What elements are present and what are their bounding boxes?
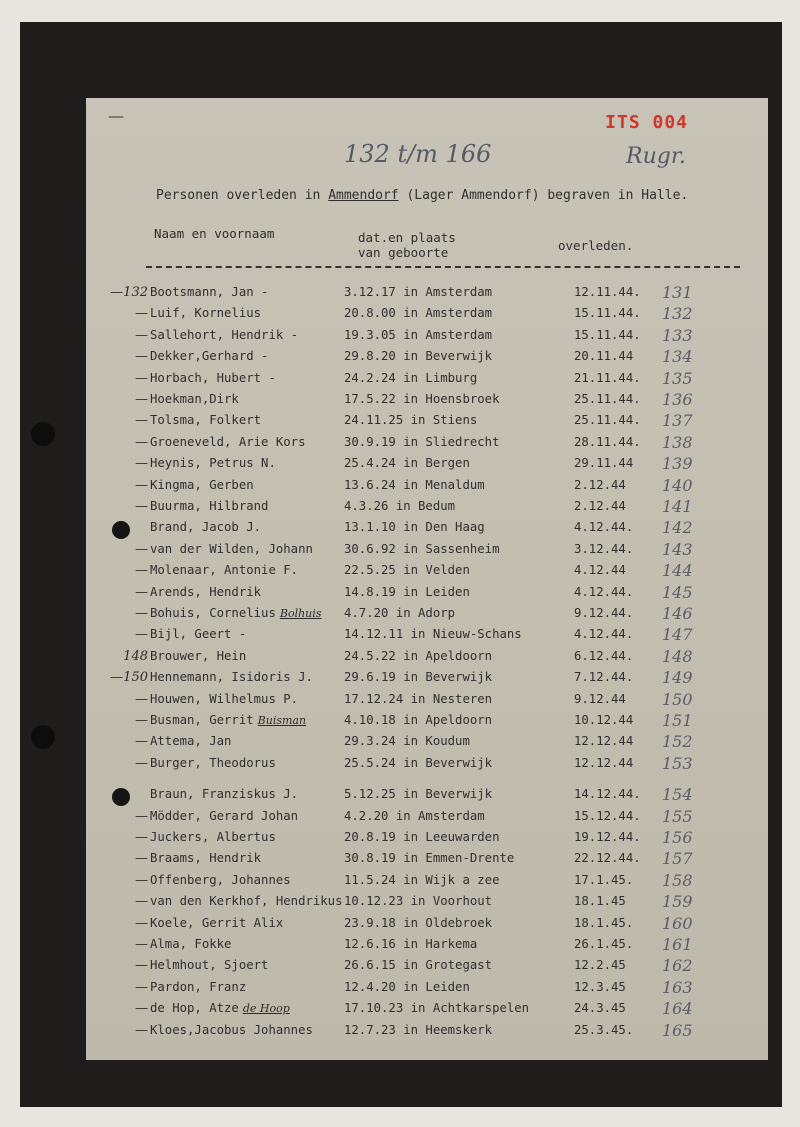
list-item	[86, 389, 768, 410]
person-name-text: Dekker,Gerhard -	[150, 349, 269, 364]
person-name-text: Mödder, Gerard Johan	[150, 808, 299, 823]
person-name-text: Alma, Fokke	[150, 937, 232, 951]
list-item	[86, 689, 768, 710]
row-check-mark: —	[135, 627, 148, 643]
birth-date-place: 25.4.24 in Bergen	[344, 456, 470, 471]
death-date: 18.1.45.	[574, 915, 634, 930]
list-item	[86, 453, 768, 474]
person-name	[150, 809, 298, 823]
person-name	[150, 371, 276, 385]
person-name-text: Helmhout, Sjoert	[150, 958, 269, 973]
row-check-mark: —	[135, 915, 148, 931]
person-name	[150, 787, 298, 801]
list-item	[86, 827, 768, 848]
death-date: 12.3.45	[574, 979, 626, 994]
person-name	[150, 606, 321, 620]
list-item	[86, 624, 768, 645]
row-check-mark	[112, 788, 130, 806]
list-item	[86, 806, 768, 827]
heading-prefix: Personen overleden in	[156, 188, 329, 203]
death-date: 4.12.44.	[574, 520, 634, 535]
death-date: 20.11.44	[574, 349, 634, 364]
person-name	[150, 873, 291, 887]
list-item	[86, 368, 768, 389]
list-item	[86, 432, 768, 453]
column-header-name: Naam en voornaam	[154, 226, 275, 241]
handwritten-number: 150	[662, 689, 693, 709]
person-name-text: Braams, Hendrik	[150, 851, 262, 866]
handwritten-number: 159	[662, 892, 693, 912]
death-date: 12.2.45	[574, 958, 626, 973]
handwritten-range: 132 t/m 166	[344, 140, 492, 168]
list-item	[86, 848, 768, 869]
row-check-mark: —	[135, 584, 148, 600]
person-name-text: Offenberg, Johannes	[150, 872, 291, 887]
person-name-text: Pardon, Franz	[150, 979, 247, 994]
document-sheet	[86, 98, 768, 1060]
handwritten-number: 146	[662, 604, 693, 623]
death-date: 26.1.45.	[574, 937, 634, 951]
person-name	[150, 285, 268, 299]
person-name	[150, 756, 276, 770]
person-name-text: Burger, Theodorus	[150, 755, 276, 770]
person-name	[150, 328, 298, 342]
person-name-text: Hoekman,Dirk	[150, 392, 239, 406]
death-date: 24.3.45	[574, 1001, 626, 1016]
person-name-text: Braun, Franziskus J.	[150, 787, 299, 802]
person-name	[150, 692, 298, 706]
birth-date-place: 30.9.19 in Sliedrecht	[344, 434, 500, 449]
list-item	[86, 1020, 768, 1041]
person-name-text: Heynis, Petrus N.	[150, 456, 276, 471]
photo-frame	[20, 22, 782, 1107]
birth-date-place: 4.10.18 in Apeldoorn	[344, 713, 493, 727]
row-check-mark: —	[135, 894, 148, 910]
list-item	[86, 667, 768, 688]
person-name	[150, 563, 298, 577]
row-check-mark: —	[135, 713, 148, 728]
row-check-mark: —	[135, 456, 148, 472]
person-name	[150, 478, 254, 492]
person-name	[150, 585, 261, 599]
death-date: 15.11.44.	[574, 327, 641, 342]
list-item	[86, 753, 768, 774]
row-check-mark: —	[135, 830, 148, 845]
person-name-text: Luif, Kornelius	[150, 306, 262, 321]
handwritten-number: 164	[662, 999, 693, 1019]
death-date: 25.3.45.	[574, 1022, 634, 1037]
person-name	[150, 1001, 290, 1015]
birth-date-place: 24.2.24 in Limburg	[344, 370, 478, 385]
death-date: 12.12.44	[574, 755, 634, 770]
row-check-mark: —	[135, 563, 148, 579]
handwritten-number: 152	[662, 732, 693, 752]
row-check-mark: —	[135, 937, 148, 952]
birth-date-place: 13.6.24 in Menaldum	[344, 477, 485, 492]
person-name	[150, 851, 261, 865]
person-name-text: Houwen, Wilhelmus P.	[150, 691, 299, 706]
person-name-text: Brouwer, Hein	[150, 648, 247, 663]
handwritten-number: 156	[662, 828, 693, 847]
list-item	[86, 496, 768, 517]
handwritten-number: 138	[662, 432, 693, 452]
birth-date-place: 24.11.25 in Stiens	[344, 413, 478, 428]
list-item	[86, 282, 768, 303]
person-name-text: Kingma, Gerben	[150, 477, 254, 492]
list-item	[86, 646, 768, 667]
person-name	[150, 830, 276, 844]
birth-date-place: 5.12.25 in Beverwijk	[344, 787, 493, 802]
person-name	[150, 520, 261, 534]
death-date: 9.12.44	[574, 691, 626, 706]
person-name-text: Koele, Gerrit Alix	[150, 915, 284, 930]
person-name	[150, 1023, 313, 1037]
person-name	[150, 713, 306, 727]
list-item	[86, 977, 768, 998]
handwritten-number: 147	[662, 625, 693, 645]
row-check-mark: —	[135, 734, 148, 750]
handwritten-number: 165	[662, 1020, 693, 1040]
death-date: 28.11.44.	[574, 434, 641, 449]
person-name-text: Hennemann, Isidoris J.	[150, 670, 313, 685]
handwritten-number: 148	[662, 646, 693, 666]
person-name	[150, 937, 231, 951]
person-name	[150, 456, 276, 470]
handwritten-number: 149	[662, 668, 693, 688]
column-header-birth-line2: van geboorte	[358, 245, 449, 260]
row-check-mark: —	[135, 434, 148, 450]
birth-date-place: 26.6.15 in Grotegast	[344, 958, 493, 973]
list-item	[86, 560, 768, 581]
handwritten-number: 133	[662, 325, 693, 345]
handwritten-correction: de Hoop	[242, 1002, 290, 1016]
person-name-text: Arends, Hendrik	[150, 584, 262, 599]
death-date: 29.11.44	[574, 456, 634, 471]
row-check-mark: —	[135, 979, 148, 995]
person-name	[150, 916, 283, 930]
death-date: 21.11.44.	[574, 370, 641, 385]
handwritten-top-right: Rugr.	[626, 144, 686, 169]
death-date: 18.1.45	[574, 894, 626, 909]
heading-suffix: (Lager Ammendorf) begraven in Halle.	[398, 188, 689, 203]
list-item	[86, 303, 768, 324]
person-name-text: Bootsmann, Jan -	[150, 285, 269, 299]
person-name	[150, 894, 343, 908]
person-name	[150, 627, 246, 641]
list-item	[86, 325, 768, 346]
row-check-mark: —	[135, 499, 148, 514]
birth-date-place: 29.3.24 in Koudum	[344, 734, 470, 749]
handwritten-number: 155	[662, 806, 693, 826]
row-check-mark: 148	[123, 648, 148, 664]
row-check-mark: —	[135, 477, 148, 493]
person-name	[150, 980, 246, 994]
document-heading	[156, 188, 688, 203]
birth-date-place: 10.12.23 in Voorhout	[344, 894, 493, 909]
death-date: 10.12.44	[574, 713, 634, 727]
header-divider	[146, 266, 740, 268]
row-check-mark: —	[135, 392, 148, 407]
death-date: 2.12.44	[574, 499, 626, 513]
handwritten-number: 161	[662, 935, 693, 954]
death-date: 25.11.44.	[574, 392, 641, 406]
birth-date-place: 29.8.20 in Beverwijk	[344, 349, 493, 364]
row-check-mark: —	[135, 606, 148, 621]
column-header-death: overleden.	[558, 238, 634, 253]
list-item	[86, 539, 768, 560]
person-name-text: Kloes,Jacobus Johannes	[150, 1022, 313, 1037]
person-name-text: van der Wilden, Johann	[150, 541, 313, 556]
row-check-mark: —	[135, 370, 148, 386]
handwritten-number: 145	[662, 582, 693, 602]
person-name-text: Brand, Jacob J.	[150, 520, 262, 535]
death-date: 15.11.44.	[574, 306, 641, 321]
birth-date-place: 12.4.20 in Leiden	[344, 979, 470, 994]
list-item	[86, 998, 768, 1019]
row-check-mark: —	[135, 327, 148, 343]
list-item	[86, 934, 768, 955]
death-date: 4.12.44	[574, 563, 626, 578]
death-date: 4.12.44.	[574, 627, 634, 642]
row-check-mark: —	[135, 1001, 148, 1017]
person-name	[150, 542, 313, 556]
row-check-mark: —	[135, 872, 148, 888]
person-name-text: Sallehort, Hendrik -	[150, 327, 299, 342]
row-check-mark: —	[135, 851, 148, 867]
person-name-text: de Hop, Atze	[150, 1001, 239, 1016]
handwritten-number: 160	[662, 913, 693, 933]
handwritten-number: 163	[662, 977, 693, 997]
row-check-mark: —	[135, 1022, 148, 1038]
handwritten-number: 154	[662, 785, 693, 805]
handwritten-number: 162	[662, 956, 693, 976]
person-name	[150, 349, 268, 363]
birth-date-place: 17.5.22 in Hoensbroek	[344, 392, 500, 406]
birth-date-place: 24.5.22 in Apeldoorn	[344, 648, 493, 663]
handwritten-correction: Bolhuis	[279, 607, 322, 620]
binder-hole-top	[31, 422, 55, 446]
person-name	[150, 413, 261, 427]
person-name-text: Tolsma, Folkert	[150, 413, 262, 428]
death-date: 6.12.44.	[574, 648, 634, 663]
birth-date-place: 17.10.23 in Achtkarspelen	[344, 1001, 530, 1016]
person-name-text: Buurma, Hilbrand	[150, 499, 269, 513]
death-date: 4.12.44.	[574, 584, 634, 599]
person-name	[150, 435, 305, 449]
birth-date-place: 25.5.24 in Beverwijk	[344, 755, 493, 770]
row-check-mark: —150	[110, 670, 148, 686]
handwritten-number: 142	[662, 518, 693, 538]
list-item	[86, 891, 768, 912]
handwritten-number: 153	[662, 753, 693, 773]
person-name-text: Groeneveld, Arie Kors	[150, 434, 306, 449]
death-date: 2.12.44	[574, 477, 626, 492]
handwritten-number: 144	[662, 561, 693, 581]
row-check-mark: —	[135, 349, 148, 365]
list-item	[86, 913, 768, 934]
birth-date-place: 30.6.92 in Sassenheim	[344, 541, 500, 556]
heading-place: Ammendorf	[328, 188, 399, 203]
list-item	[86, 475, 768, 496]
birth-date-place: 23.9.18 in Oldebroek	[344, 915, 493, 930]
row-check-mark: —	[135, 808, 148, 824]
list-item	[86, 731, 768, 752]
list-item	[86, 582, 768, 603]
row-check-mark: —	[135, 306, 148, 322]
list-item	[86, 517, 768, 538]
row-check-mark: —	[135, 958, 148, 974]
birth-date-place: 13.1.10 in Den Haag	[344, 520, 485, 535]
column-header-birth	[358, 230, 456, 260]
handwritten-number: 143	[662, 539, 693, 559]
birth-date-place: 12.6.16 in Harkema	[344, 937, 478, 951]
person-name	[150, 306, 261, 320]
birth-date-place: 11.5.24 in Wijk a zee	[344, 872, 500, 887]
row-check-mark: —	[135, 541, 148, 557]
person-name	[150, 734, 231, 748]
binder-hole-bottom	[31, 725, 55, 749]
list-item	[86, 346, 768, 367]
handwritten-number: 136	[662, 390, 693, 409]
person-name-text: Molenaar, Antonie F.	[150, 563, 299, 578]
birth-date-place: 4.7.20 in Adorp	[344, 606, 456, 620]
row-check-mark: —	[135, 413, 148, 429]
handwritten-number: 139	[662, 454, 693, 474]
list-item	[86, 410, 768, 431]
death-date: 17.1.45.	[574, 872, 634, 887]
person-name	[150, 392, 239, 406]
list-item	[86, 870, 768, 891]
birth-date-place: 14.8.19 in Leiden	[344, 584, 470, 599]
death-date: 7.12.44.	[574, 670, 634, 685]
person-name-text: van den Kerkhof, Hendrikus	[150, 894, 343, 909]
death-date: 14.12.44.	[574, 787, 641, 802]
handwritten-correction: Buisman	[257, 714, 307, 727]
death-date: 25.11.44.	[574, 413, 641, 428]
handwritten-number: 141	[662, 497, 693, 516]
handwritten-number: 151	[662, 711, 693, 730]
row-check-mark: —	[135, 755, 148, 771]
person-name-text: Bijl, Geert -	[150, 627, 247, 642]
handwritten-number: 135	[662, 368, 693, 388]
birth-date-place: 22.5.25 in Velden	[344, 563, 470, 578]
birth-date-place: 29.6.19 in Beverwijk	[344, 670, 493, 685]
row-check-mark	[112, 521, 130, 539]
person-name-text: Horbach, Hubert -	[150, 370, 276, 385]
birth-date-place: 4.3.26 in Bedum	[344, 499, 456, 513]
handwritten-number: 132	[662, 304, 693, 324]
handwritten-number: 134	[662, 347, 693, 367]
handwritten-number: 140	[662, 475, 693, 495]
birth-date-place: 3.12.17 in Amsterdam	[344, 285, 493, 299]
list-item	[86, 955, 768, 976]
birth-date-place: 14.12.11 in Nieuw-Schans	[344, 627, 522, 642]
its-stamp: ITS 004	[605, 112, 688, 133]
death-date: 15.12.44.	[574, 808, 641, 823]
death-date: 12.11.44.	[574, 285, 641, 299]
person-name	[150, 958, 268, 972]
death-date: 22.12.44.	[574, 851, 641, 866]
birth-date-place: 17.12.24 in Nesteren	[344, 691, 493, 706]
person-name-text: Bohuis, Cornelius	[150, 606, 276, 620]
handwritten-number: 137	[662, 411, 693, 431]
person-name	[150, 670, 313, 684]
birth-date-place: 4.2.20 in Amsterdam	[344, 808, 485, 823]
row-check-mark: —	[135, 691, 148, 707]
death-date: 19.12.44.	[574, 830, 641, 844]
list-item	[86, 784, 768, 805]
list-item	[86, 603, 768, 624]
death-date: 12.12.44	[574, 734, 634, 749]
row-check-mark: —132	[110, 285, 148, 300]
person-name-text: Juckers, Albertus	[150, 830, 276, 844]
list-item	[86, 710, 768, 731]
handwritten-top-left-dash: —	[108, 106, 124, 125]
handwritten-number: 158	[662, 870, 693, 890]
birth-date-place: 20.8.00 in Amsterdam	[344, 306, 493, 321]
birth-date-place: 19.3.05 in Amsterdam	[344, 327, 493, 342]
person-name-text: Attema, Jan	[150, 734, 232, 749]
birth-date-place: 30.8.19 in Emmen-Drente	[344, 851, 515, 866]
handwritten-number: 157	[662, 849, 693, 869]
person-name	[150, 499, 268, 513]
person-name-text: Busman, Gerrit	[150, 713, 254, 727]
column-header-birth-line1: dat.en plaats	[358, 230, 456, 245]
person-name	[150, 649, 246, 663]
handwritten-number: 131	[662, 283, 693, 302]
birth-date-place: 20.8.19 in Leeuwarden	[344, 830, 500, 844]
death-date: 9.12.44.	[574, 606, 634, 620]
death-date: 3.12.44.	[574, 541, 634, 556]
birth-date-place: 12.7.23 in Heemskerk	[344, 1022, 493, 1037]
